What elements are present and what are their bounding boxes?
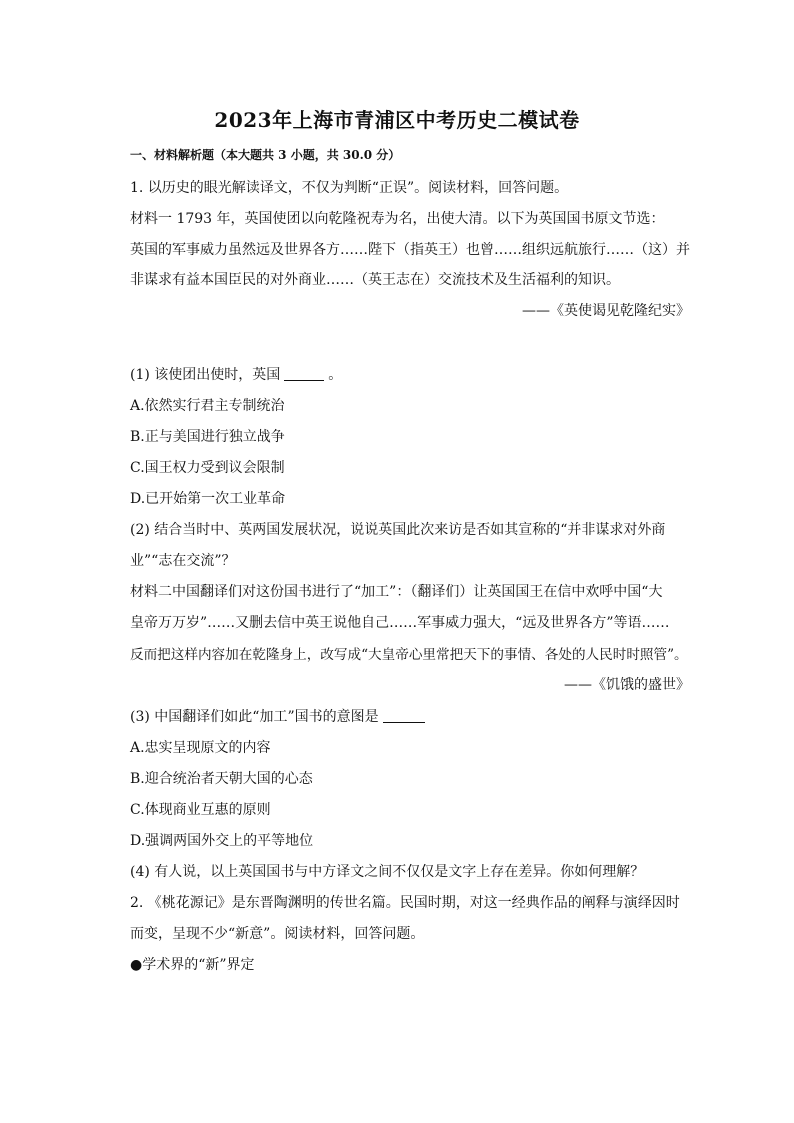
q1-part4-question: (4) 有人说，以上英国国书与中方译文之间不仅仅是文字上存在差异。你如何理解？	[130, 864, 645, 880]
q1-material2-source: ——《饥饿的盛世》	[564, 677, 690, 693]
q1-part1-option-a: A.依然实行君主专制统治	[130, 398, 285, 414]
q1-part1-question	[130, 364, 342, 384]
q1-part1-option-c: C.国王权力受到议会限制	[130, 460, 285, 476]
q2-intro-2: 而变，呈现不少“新意”。阅读材料，回答问题。	[130, 926, 425, 942]
q1-part3-option-c: C.体现商业互惠的原则	[130, 802, 271, 818]
q1-part1-blank	[284, 368, 324, 381]
q1-part2-line1: (2) 结合当时中、英两国发展状况，说说英国此次来访是否如其宣称的“并非谋求对外商	[130, 522, 666, 538]
q1-part2-line2: 业”“志在交流”？	[130, 553, 236, 569]
q1-part3-question	[130, 706, 429, 726]
q1-part3-blank	[383, 710, 425, 723]
q1-material1-source: ——《英使谒见乾隆纪实》	[522, 303, 690, 319]
q1-material2-line3: 反而把这样内容加在乾隆身上，改写成“大皇帝心里常把天下的事情、各处的人民时时照管”。	[130, 647, 688, 663]
q1-part3-option-a: A.忠实呈现原文的内容	[130, 740, 271, 756]
q1-part1-prefix: (1) 该使团出使时，英国	[130, 367, 281, 383]
q1-part3-prefix: (3) 中国翻译们如此“加工”国书的意图是	[130, 709, 379, 725]
q2-intro-1: 2. 《桃花源记》是东晋陶渊明的传世名篇。民国时期，对这一经典作品的阐释与演绎因时	[130, 895, 680, 911]
page-title: 2023年上海市青浦区中考历史二模试卷	[214, 108, 580, 132]
q1-part1-suffix: 。	[328, 367, 343, 383]
q1-material1-text-2: 非谋求有益本国臣民的对外商业……（英王志在）交流技术及生活福利的知识。	[130, 272, 620, 288]
q2-bullet-heading: ●学术界的“新”界定	[130, 957, 255, 973]
q1-intro: 1. 以历史的眼光解读译文，不仅为判断“正误”。阅读材料，回答问题。	[130, 180, 569, 196]
q1-part1-option-d: D.已开始第一次工业革命	[130, 491, 286, 507]
q1-part3-option-b: B.迎合统治者天朝大国的心态	[130, 771, 313, 787]
q1-material2-line2: 皇帝万万岁”……又删去信中英王说他自己……军事威力强大，“远及世界各方”等语……	[130, 615, 670, 631]
section-heading: 一、材料解析题（本大题共 3 小题，共 30.0 分）	[130, 148, 401, 162]
q1-part3-option-d: D.强调两国外交上的平等地位	[130, 833, 314, 849]
q1-material1-text-1: 英国的军事威力虽然远及世界各方……陛下（指英王）也曾……组织远航旅行……（这）并	[130, 242, 690, 258]
q1-part1-option-b: B.正与美国进行独立战争	[130, 429, 285, 445]
q1-material1-intro: 材料一 1793 年，英国使团以向乾隆祝寿为名，出使大清。以下为英国国书原文节选：	[130, 211, 665, 227]
q1-material2-line1: 材料二中国翻译们对这份国书进行了“加工”：（翻译们）让英国国王在信中欢呼中国“大	[130, 584, 663, 600]
